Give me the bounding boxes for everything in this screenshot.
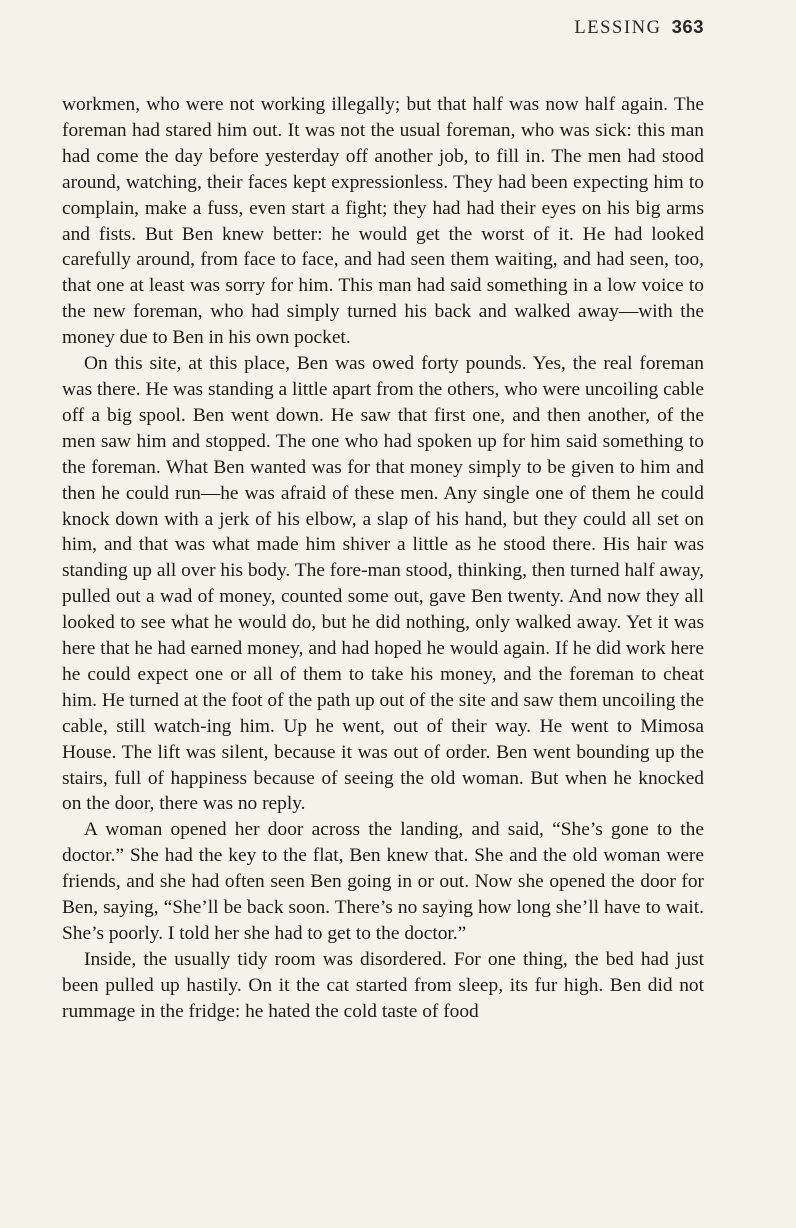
paragraph-2: On this site, at this place, Ben was owed forty pounds. Yes, the real foreman was there. He was standing a little apart from the others, who were uncoiling cable off a big spool. Ben went down. He saw that first one, and then another, of the men saw him and stopped. The one who had spoken up for him said something to the foreman. What Ben wanted was for that money simply to be given to him and then he could run—he was afraid of these men. Any single one of them he could knock down with a jerk of his elbow, a slap of his hand, but they could all set on him, and that was what made him shiver a little as he stood there. His hair was standing up all over his body. The fore-man stood, thinking, then turned half away, pulled out a wad of money, counted some out, gave Ben twenty. And now they all looked to see what he would do, but he did nothing, only walked away. Yet it was here that he had earned money, and had hoped he would again. If he did work here he could expect one or all of them to take his money, and the foreman to cheat him. He turned at the foot of the path up out of the site and saw them uncoiling the cable, still watch-ing him. Up he went, out of their way. He went to Mimosa House. The lift was silent, because it was out of order. Ben went bounding up the stairs, full of happiness because of seeing the old woman. But when he knocked on the door, there was no reply.: [62, 353, 704, 815]
paragraph-3: A woman opened her door across the landing, and said, “She’s gone to the doctor.” She had the key to the flat, Ben knew that. She and the old woman were friends, and she had often seen Ben going in or out. Now she opened the door for Ben, saying, “She’ll be back soon. There’s no saying how long she’ll have to wait. She’s poorly. I told her she had to get to the doctor.”: [62, 819, 704, 944]
page-number: 363: [671, 16, 704, 37]
running-head-author: LESSING: [574, 18, 662, 38]
paragraph-1: workmen, who were not working illegally; but that half was now half again. The foreman had stared him out. It was not the usual foreman, who was sick: this man had come the day before yesterday off another job, to fill in. The men had stood around, watching, their faces kept expressionless. They had been expecting him to complain, make a fuss, even start a fight; they had had their eyes on his big arms and fists. But Ben knew better: he would get the worst of it. He had looked carefully around, from face to face, and had seen them waiting, and had seen, too, that one at least was sorry for him. This man had said something in a low voice to the new foreman, who had simply turned his back and walked away—with the money due to Ben in his own pocket.: [62, 94, 704, 349]
body-text: [62, 92, 704, 1025]
running-head: [574, 16, 704, 39]
paragraph-4: Inside, the usually tidy room was disordered. For one thing, the bed had just been pulled up hastily. On it the cat started from sleep, its fur high. Ben did not rummage in the fridge: he hated the cold taste of food: [62, 948, 704, 1022]
